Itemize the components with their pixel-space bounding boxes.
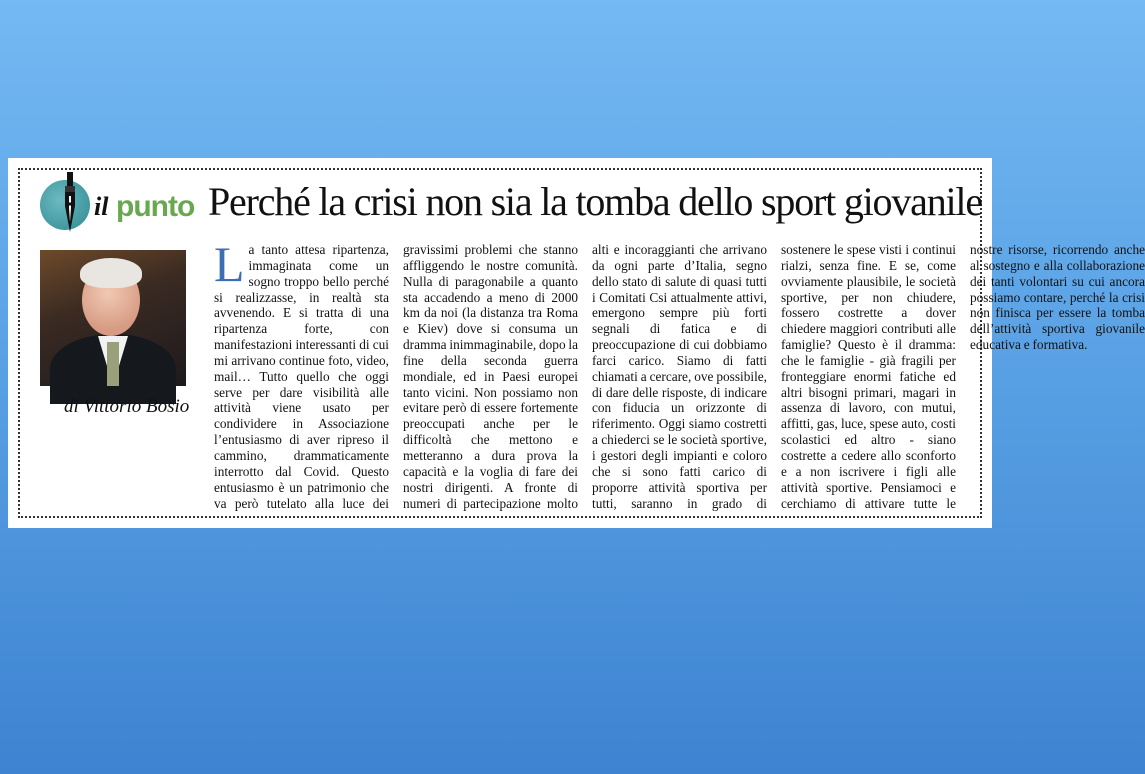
fountain-pen-icon (62, 172, 78, 236)
author-byline: di Vittorio Bosio (64, 396, 190, 417)
article-clipping (8, 158, 1145, 528)
article-text: a tanto attesa ripartenza, immaginata come un sogno troppo bello perché si realizzasse, in realtà sta avvenendo. E si tratta di una ripartenza forte, con manifestazioni interessanti di cui mi arrivano continue foto, video, mail… Tutto quello che oggi serve per dare visibilità alle attività viene usato per condividere in Associazione l’entusiasmo di aver ripreso il cammino, drammaticamente interrotto dal Covid. Questo entusiasmo è un patrimonio che va però tutelato alla luce dei gravissimi problemi che stanno affliggendo le nostre comunità. Nulla di paragonabile a quanto sta accadendo a meno di 2000 km da noi (la distanza tra Roma e Kiev) dove si consuma un dramma inimmaginabile, dopo la fine della seconda guerra mondiale, ed in Paesi europei tanto vicini. Non possiamo non evitare però di essere fortemente preoccupati anche per le difficoltà che mettono e metteranno a dura prova la capacità e la voglia di fare dei nostri dirigenti. A fronte di numeri di partecipazione molto alti e incoraggianti che arrivano da ogni parte d’Italia, segno dello stato di salute di quasi tutti i Comitati Csi attualmente attivi, emergono sempre più forti segnali di fatica e di preoccupazione di cui dobbiamo farci carico. Siamo di fatti chiamati a cercare, ove possibile, di dare delle risposte, di indicare con fiducia un orizzonte di riferimento. Oggi siamo costretti a chiederci se le società sportive, i gestori degli impianti e coloro che si sono fatti carico di proporre attività sportiva per tutti, saranno in grado di sostenere le spese visti i continui rialzi, senza fine. E se, come ovviamente plausibile, le società sportive, per non chiudere, fossero costrette a dover chiedere maggiori contributi alle famiglie? Questo è il dramma: che le famiglie - già fragili per fronteggiare enormi fatiche ed altri bisogni primari, magari in assenza di lavoro, con mutui, affitti, gas, luce, spese auto, costi scolastici ed altro - siano costrette a cedere allo sconforto e a non iscrivere i figli alle attività sportive. Pensiamoci e cerchiamo di attivare tutte le nostre risorse, ricorrendo anche al sostegno e alla collaborazione dei tanti volontari su cui ancora possiamo contare, perché la crisi non finisca per essere la tomba dell’attività sportiva giovanile educativa e formativa. (214, 242, 1145, 511)
logo-il-text: il (94, 192, 109, 221)
il-punto-logo (34, 172, 194, 248)
drop-cap: L (214, 236, 245, 292)
logo-punto-text: punto (116, 190, 195, 223)
article-headline: Perché la crisi non sia la tomba dello sport giovanile (208, 179, 982, 224)
article-body (214, 236, 1145, 514)
author-photo (40, 250, 186, 386)
